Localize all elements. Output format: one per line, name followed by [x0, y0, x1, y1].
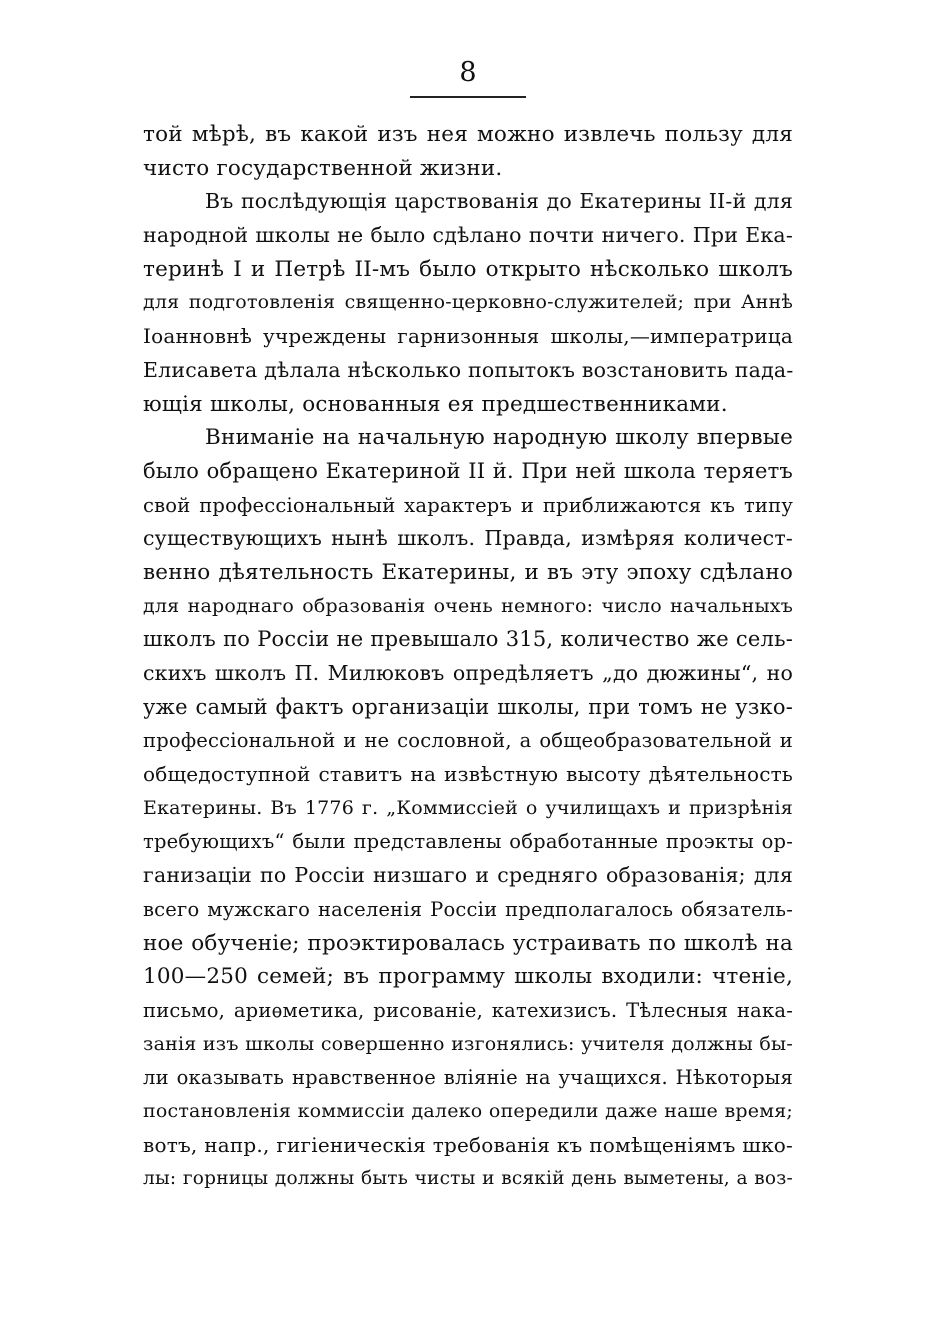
text-line: Вниманіе на начальную народную школу впервые — [205, 425, 793, 451]
text-line: 100—250 семей; въ программу школы входили: чтеніе, — [143, 964, 793, 990]
text-line: занія изъ школы совершенно изгонялись: учителя должны бы- — [143, 1032, 793, 1055]
text-line: ющія школы, основанныя ея предшественниками. — [143, 391, 728, 417]
text-line: общедоступной ставитъ на извѣстную высоту дѣятельность — [143, 762, 793, 787]
text-line: ганизаціи по Россіи низшаго и средняго образованія; для — [143, 863, 793, 888]
text-line: требующихъ“ были представлены обработанные проэкты ор- — [143, 830, 793, 854]
text-line: для народнаго образованія очень немного: число начальныхъ — [143, 594, 793, 617]
text-line: постановленія коммиссіи далеко опередили даже наше время; — [143, 1099, 793, 1122]
text-line: ли оказывать нравственное вліяніе на учащихся. Нѣкоторыя — [143, 1066, 793, 1090]
text-line: существующихъ нынѣ школъ. Правда, измѣряя количест- — [143, 526, 793, 551]
text-line: школъ по Россіи не превышало 315, количество же сель- — [143, 627, 793, 652]
text-line: Екатерины. Въ 1776 г. „Коммиссіей о училищахъ и призрѣнія — [143, 796, 793, 819]
text-line: лы: горницы должны быть чисты и всякій день выметены, а воз- — [143, 1168, 793, 1190]
header-rule — [410, 96, 526, 98]
text-line: всего мужскаго населенія Россіи предполагалось обязатель- — [143, 897, 793, 921]
text-line: уже самый фактъ организаціи школы, при томъ не узко- — [143, 694, 793, 719]
text-line: было обращено Екатериной II й. При ней школа теряетъ — [143, 458, 793, 483]
text-line: теринѣ I и Петрѣ II-мъ было открыто нѣсколько школъ — [143, 256, 793, 282]
text-line: Елисавета дѣлала нѣсколько попытокъ возстановить пада- — [143, 357, 794, 382]
text-line: свой профессіональный характеръ и приближаются къ типу — [143, 493, 793, 517]
text-line: народной школы не было сдѣлано почти ничего. При Ека- — [143, 223, 793, 248]
text-line: Въ послѣдующія царствованія до Екатерины II-й для — [205, 189, 793, 214]
text-line: для подготовленія священно-церковно-служителей; при Аннѣ — [143, 291, 793, 314]
text-line: вотъ, напр., гигіеническія требованія къ помѣщеніямъ шко- — [143, 1132, 793, 1157]
text-line: профессіональной и не сословной, а общеобразовательной и — [143, 729, 793, 753]
text-line: Іоанновнѣ учреждены гарнизонныя школы,—императрица — [143, 324, 793, 349]
page-text — [143, 118, 793, 1196]
text-line: ное обученіе; проэктировалась устраивать по школѣ на — [143, 930, 793, 956]
text-line: венно дѣятельность Екатерины, и въ эту эпоху сдѣлано — [143, 559, 793, 585]
text-line: чисто государственной жизни. — [143, 155, 503, 181]
text-line: письмо, ариѳметика, рисованіе, катехизисъ. Тѣлесныя нака- — [143, 998, 793, 1022]
text-line: скихъ школъ П. Милюковъ опредѣляетъ „до дюжины“, но — [143, 661, 793, 685]
text-line: той мѣрѣ, въ какой изъ нея можно извлечь пользу для — [143, 122, 793, 147]
page-number: 8 — [459, 57, 477, 88]
